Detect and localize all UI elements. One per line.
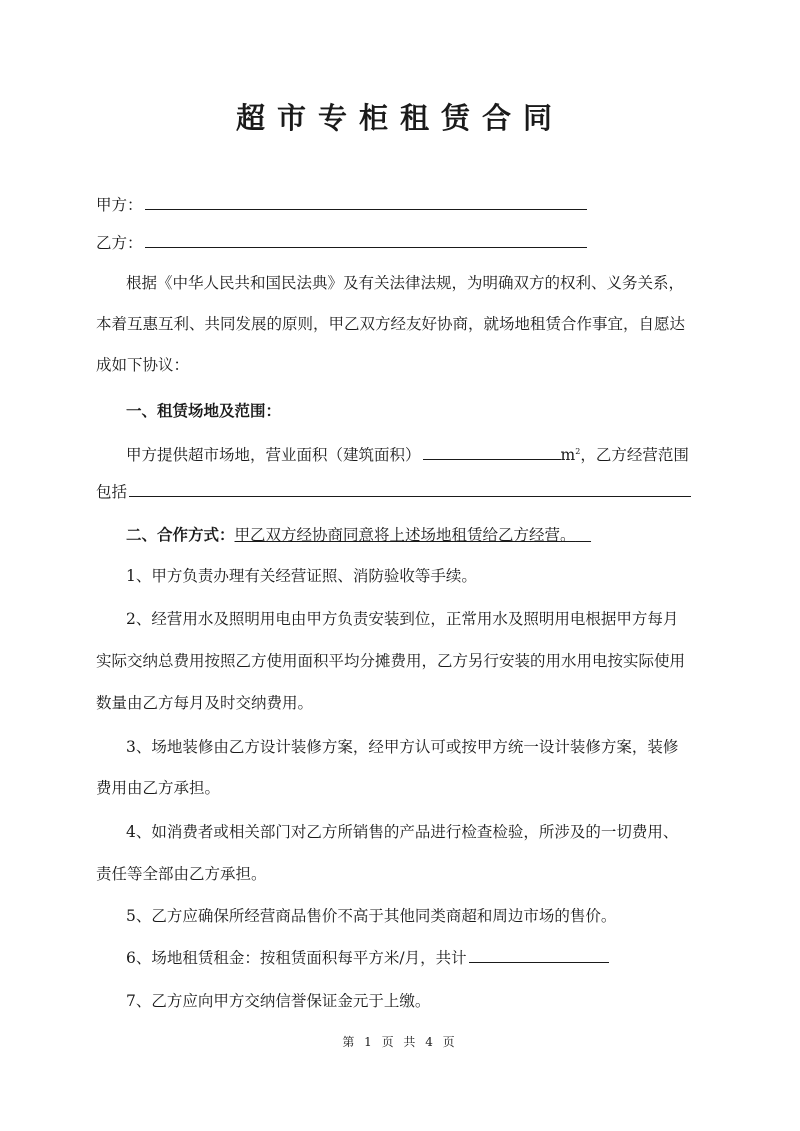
section1-line-1 [126,442,736,465]
section1-heading: 一、租赁场地及范围： [126,402,282,420]
clause-5: 5、乙方应确保所经营商品售价不高于其他同类商超和周边市场的售价。 [126,907,617,925]
intro-line-1: 根据《中华人民共和国民法典》及有关法律法规，为明确双方的权利、义务关系， [126,274,685,292]
business-scope-blank[interactable] [129,482,691,497]
area-unit-sup: 2 [575,447,581,456]
clause-4-line-2: 责任等全部由乙方承担。 [96,865,267,883]
clause-4-line-1: 4、如消费者或相关部门对乙方所销售的产品进行检查检验，所涉及的一切费用、 [126,823,679,841]
clause-1: 1、甲方负责办理有关经营证照、消防验收等手续。 [126,567,477,585]
section2-heading: 二、合作方式： [126,526,235,544]
section2-line [126,525,736,545]
clause-2-line-1: 2、经营用水及照明用电由甲方负责安装到位，正常用水及照明用电根据甲方每月 [126,610,679,628]
party-b-blank[interactable] [145,233,587,248]
party-a-label: 甲方： [96,196,143,214]
rent-total-blank[interactable] [469,948,609,963]
section1-line1-post: ，乙方经营范围 [580,446,689,465]
clause-6-line [126,948,736,968]
section1-line1-pre: 甲方提供超市场地，营业面积（建筑面积） [126,446,421,465]
document-title: 超市专柜租赁合同 [235,101,564,135]
area-unit: m [560,446,576,465]
clause-2-line-2: 实际交纳总费用按照乙方使用面积平均分摊费用，乙方另行安装的用水用电按实际使用 [96,652,686,670]
clause-7: 7、乙方应向甲方交纳信誉保证金元于上缴。 [126,992,431,1010]
page-footer: 第 1 页 共 4 页 [342,1035,458,1049]
party-a-line [96,195,706,215]
clause-3-line-2: 费用由乙方承担。 [96,779,221,797]
clause-2-line-3: 数量由乙方每月及时交纳费用。 [96,694,314,712]
intro-line-2: 本着互惠互利、共同发展的原则，甲乙双方经友好协商，就场地租赁合作事宜，自愿达 [96,315,686,333]
party-a-blank[interactable] [145,195,587,210]
clause-6: 6、场地租赁租金：按租赁面积每平方米/月，共计 [126,949,467,967]
section2-heading-text: 甲乙双方经协商同意将上述场地租赁给乙方经营。 [234,526,576,544]
party-b-label: 乙方： [96,234,143,252]
party-b-line [96,233,706,253]
section1-line2-pre: 包括 [96,483,128,501]
clause-3-line-1: 3、场地装修由乙方设计装修方案，经甲方认可或按甲方统一设计装修方案，装修 [126,738,679,756]
area-blank[interactable] [423,445,561,460]
intro-line-3: 成如下协议： [96,356,190,374]
section1-line-2 [96,482,706,502]
